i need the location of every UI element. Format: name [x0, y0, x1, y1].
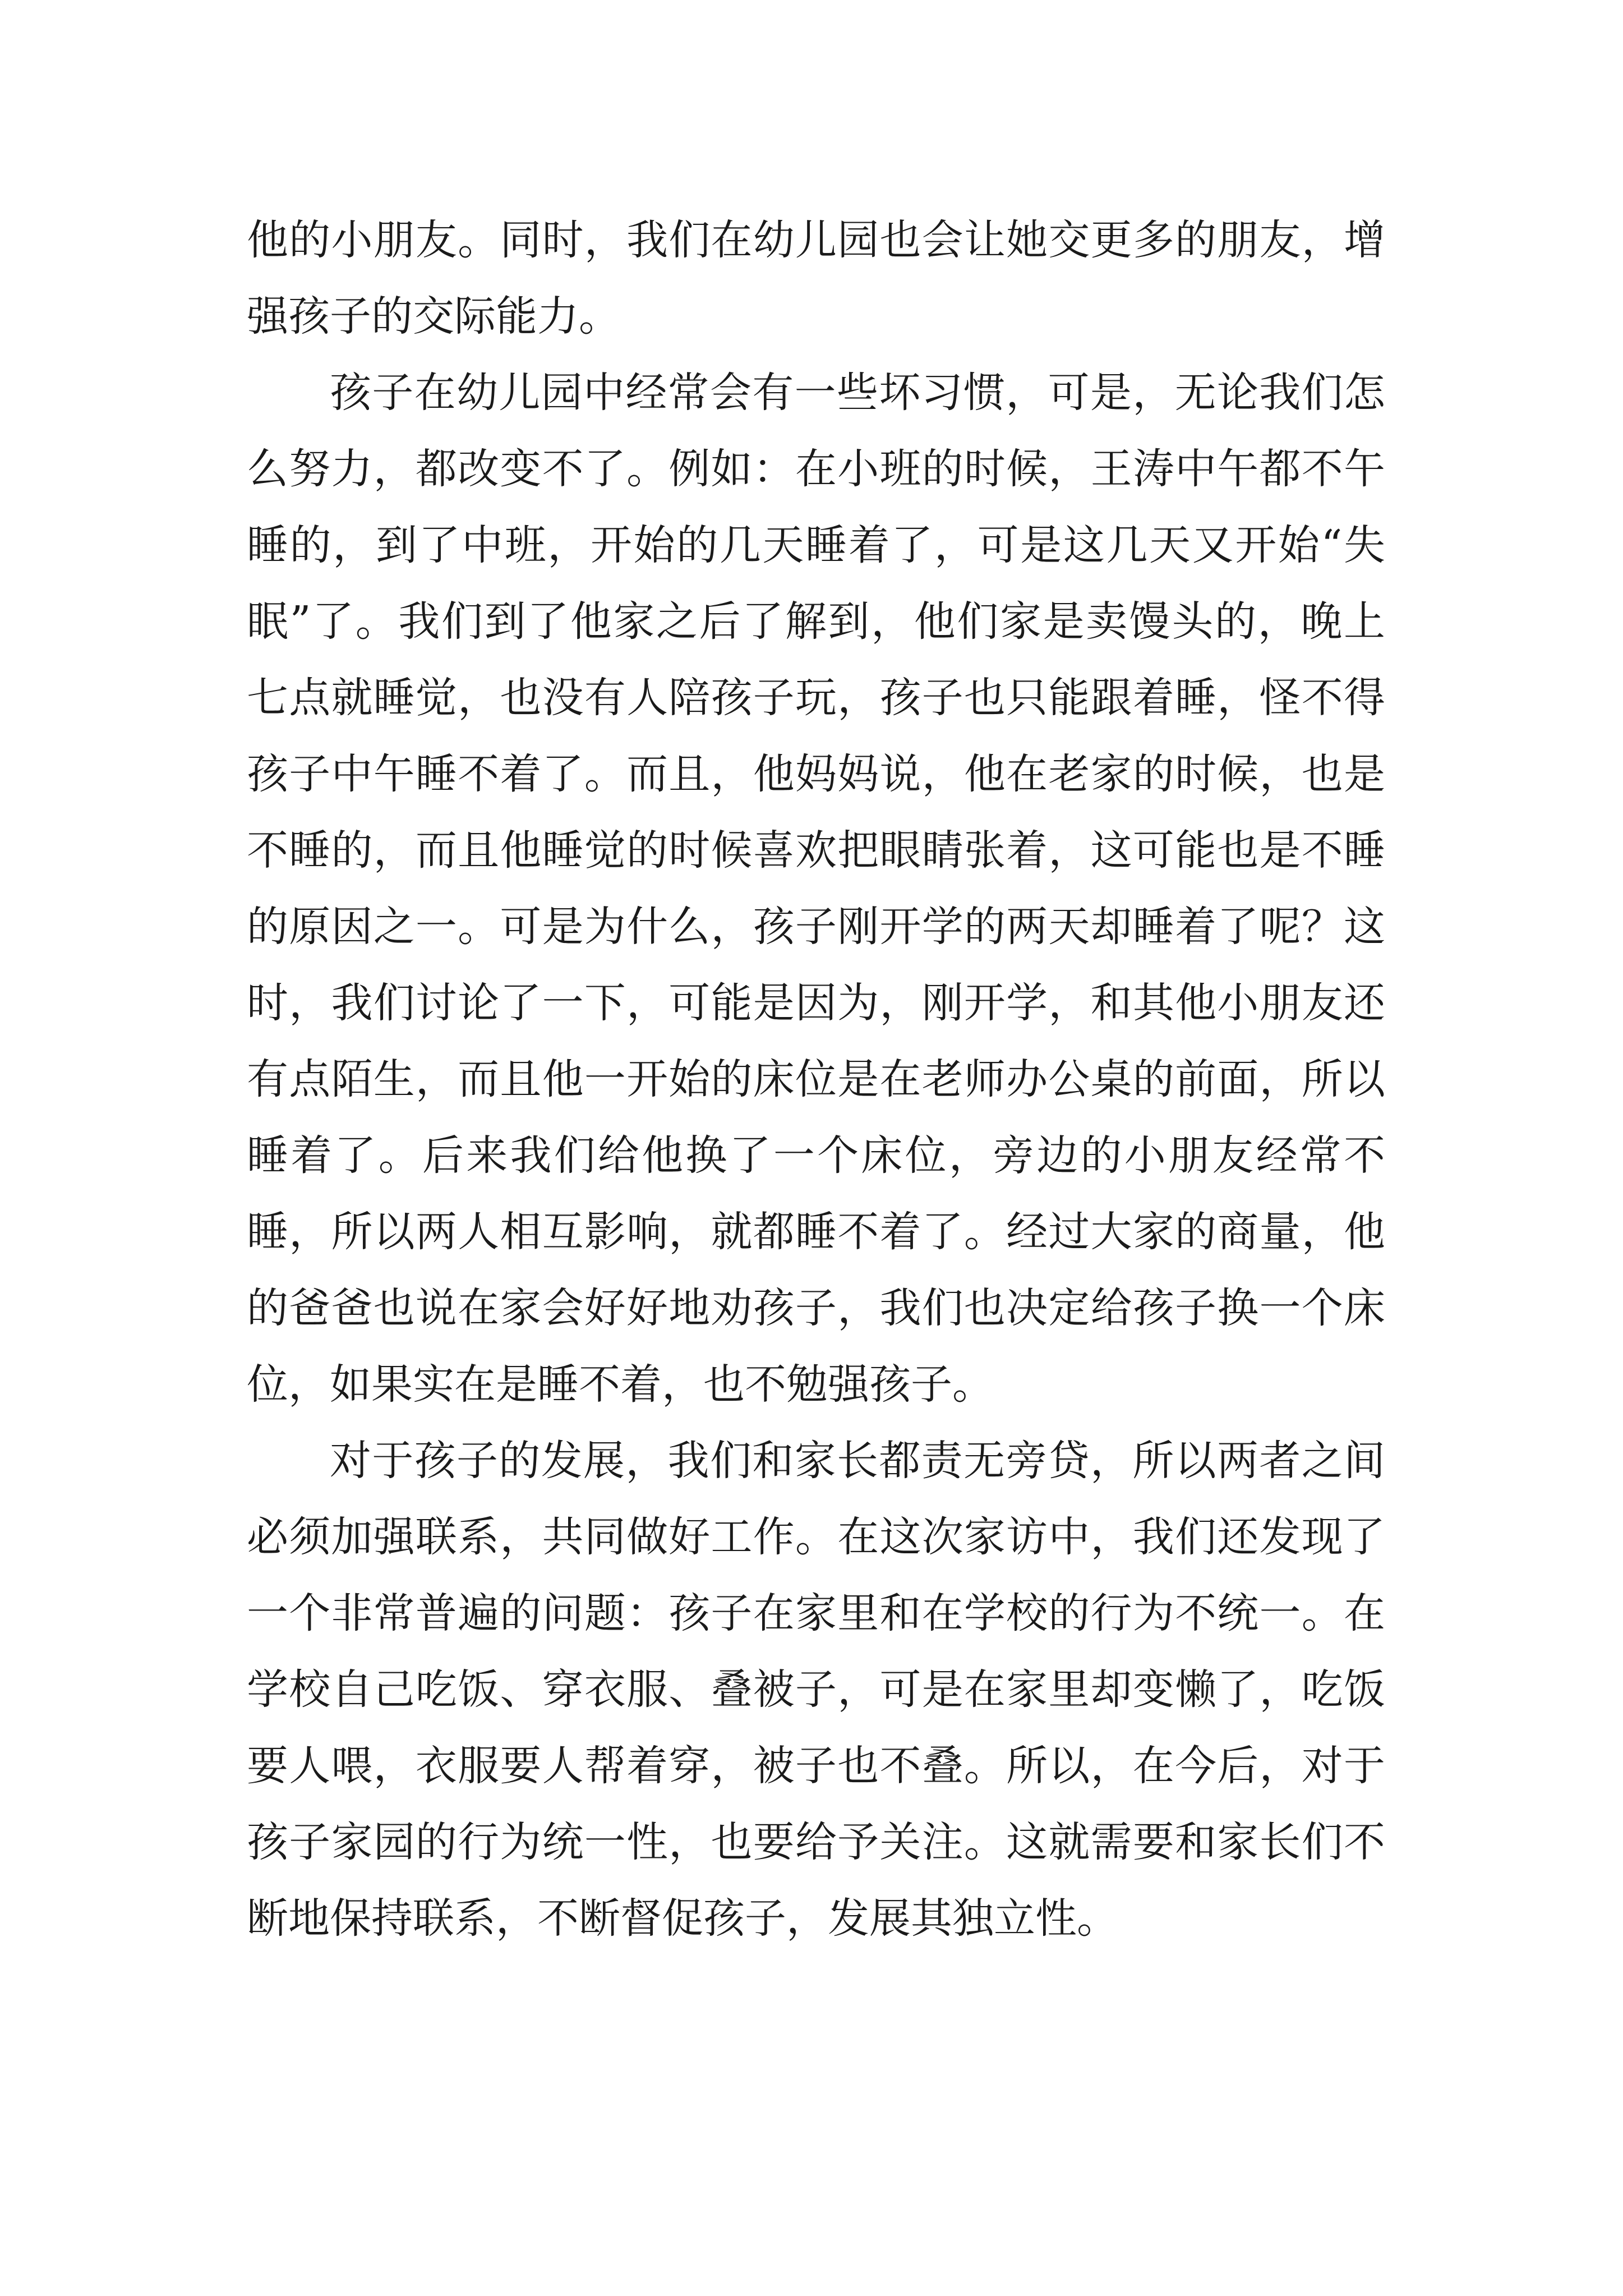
paragraph-3: 对于孩子的发展，我们和家长都责无旁贷，所以两者之间必须加强联系，共同做好工作。在这次家访中，我们还发现了一个非常普遍的问题：孩子在家里和在学校的行为不统一。在学校自己吃饭、穿衣服、叠被子，可是在家里却变懒了，吃饭要人喂，衣服要人帮着穿，被子也不叠。所以，在今后，对于孩子家园的行为统一性，也要给予关注。这就需要和家长们不断地保持联系，不断督促孩子，发展其独立性。 — [247, 1437, 1385, 1943]
paragraph-1: 他的小朋友。同时，我们在幼儿园也会让她交更多的朋友，增强孩子的交际能力。 — [247, 216, 1385, 341]
body-text — [247, 202, 1385, 1957]
paragraph-2: 孩子在幼儿园中经常会有一些坏习惯，可是，无论我们怎么努力，都改变不了。例如：在小班的时候，王涛中午都不午睡的，到了中班，开始的几天睡着了，可是这几天又开始“失眠”了。我们到了他家之后了解到，他们家是卖馒头的，晚上七点就睡觉，也没有人陪孩子玩，孩子也只能跟着睡，怪不得孩子中午睡不着了。而且，他妈妈说，他在老家的时候，也是不睡的，而且他睡觉的时候喜欢把眼睛张着，这可能也是不睡的原因之一。可是为什么，孩子刚开学的两天却睡着了呢？这时，我们讨论了一下，可能是因为，刚开学，和其他小朋友还有点陌生，而且他一开始的床位是在老师办公桌的前面，所以睡着了。后来我们给他换了一个床位，旁边的小朋友经常不睡，所以两人相互影响，就都睡不着了。经过大家的商量，他的爸爸也说在家会好好地劝孩子，我们也决定给孩子换一个床位，如果实在是睡不着，也不勉强孩子。 — [247, 369, 1385, 1409]
